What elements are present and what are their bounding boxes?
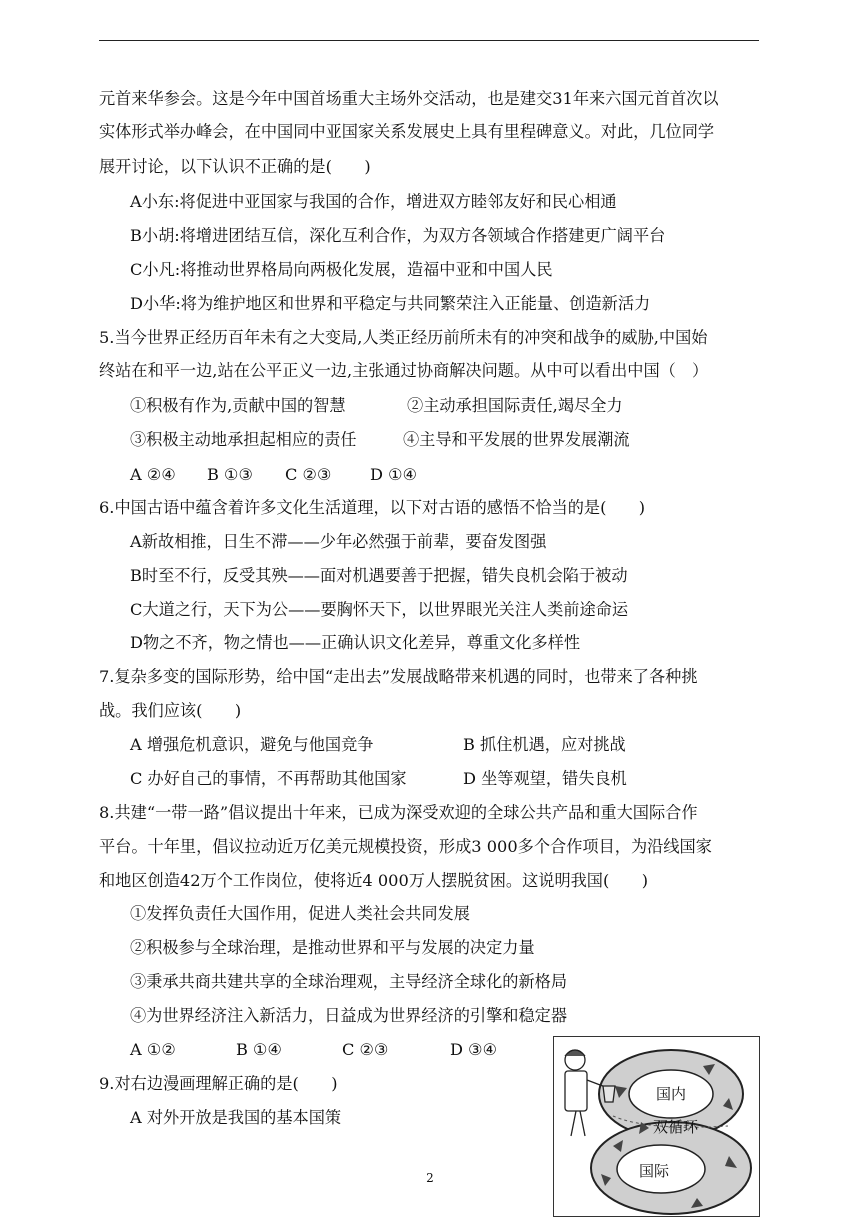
question-8-stem: 8.共建“一带一路”倡议提出十年来，已成为深受欢迎的全球公共产品和重大国际合作 xyxy=(99,803,698,822)
question-7-stem: 战。我们应该( ) xyxy=(99,701,242,720)
question-6-stem: 6.中国古语中蕴含着许多文化生活道理，以下对古语的感悟不恰当的是( ) xyxy=(99,498,646,517)
question-8-stem: 平台。十年里，倡议拉动近万亿美元规模投资，形成3 000多个合作项目，为沿线国家 xyxy=(99,837,712,856)
option-c: C小凡:将推动世界格局向两极化发展，造福中亚和中国人民 xyxy=(130,260,553,279)
statement-4: ④主导和平发展的世界发展潮流 xyxy=(403,430,630,449)
question-5-stem: 终站在和平一边,站在公平正义一边,主张通过协商解决问题。从中可以看出中国（ ） xyxy=(99,361,709,380)
header-rule xyxy=(99,40,759,41)
option-d: D ①④ xyxy=(370,465,418,484)
text-line: 展开讨论，以下认识不正确的是( ) xyxy=(99,157,371,176)
question-7-stem: 7.复杂多变的国际形势，给中国“走出去”发展战略带来机遇的同时，也带来了各种挑 xyxy=(99,667,698,686)
option-a: A ②④ xyxy=(130,465,176,484)
option-c: C大道之行，天下为公——要胸怀天下，以世界眼光关注人类前途命运 xyxy=(130,600,629,619)
label-international: 国际 xyxy=(639,1162,670,1180)
option-d: D 坐等观望，错失良机 xyxy=(463,769,627,788)
statement-2: ②积极参与全球治理，是推动世界和平与发展的决定力量 xyxy=(130,938,535,957)
option-c: C ②③ xyxy=(342,1040,389,1059)
option-a: A 对外开放是我国的基本国策 xyxy=(130,1108,342,1127)
label-domestic: 国内 xyxy=(656,1085,687,1103)
question-8-stem: 和地区创造42万个工作岗位，使将近4 000万人摆脱贫困。这说明我国( ) xyxy=(99,871,649,890)
option-a: A小东:将促进中亚国家与我国的合作，增进双方睦邻友好和民心相通 xyxy=(130,192,617,211)
statement-3: ③秉承共商共建共享的全球治理观，主导经济全球化的新格局 xyxy=(130,972,568,991)
label-dual-circulation: 双循环 xyxy=(653,1118,699,1136)
option-b: B时至不行，反受其殃——面对机遇要善于把握，错失良机会陷于被动 xyxy=(130,566,628,585)
option-a: A ①② xyxy=(130,1040,176,1059)
question-5-stem: 5.当今世界正经历百年未有之大变局,人类正经历前所未有的冲突和战争的威胁,中国始 xyxy=(99,328,708,347)
option-a: A 增强危机意识，避免与他国竞争 xyxy=(130,735,374,754)
statement-2: ②主动承担国际责任,竭尽全力 xyxy=(407,396,623,415)
statement-1: ①发挥负责任大国作用，促进人类社会共同发展 xyxy=(130,904,470,923)
option-d: D ③④ xyxy=(450,1040,498,1059)
text-line: 元首来华参会。这是今年中国首场重大主场外交活动，也是建交31年来六国元首首次以 xyxy=(99,89,719,108)
option-d: D小华:将为维护地区和世界和平稳定与共同繁荣注入正能量、创造新活力 xyxy=(130,294,651,313)
page-number: 2 xyxy=(426,1171,434,1185)
option-b: B ①③ xyxy=(207,465,254,484)
option-b: B ①④ xyxy=(236,1040,283,1059)
option-b: B小胡:将增进团结互信，深化互利合作，为双方各领域合作搭建更广阔平台 xyxy=(130,226,666,245)
question-9-stem: 9.对右边漫画理解正确的是( ) xyxy=(99,1074,338,1093)
text-line: 实体形式举办峰会，在中国同中亚国家关系发展史上具有里程碑意义。对此，几位同学 xyxy=(99,122,715,141)
statement-1: ①积极有作为,贡献中国的智慧 xyxy=(130,396,346,415)
option-c: C ②③ xyxy=(285,465,332,484)
dual-circulation-cartoon xyxy=(553,1036,760,1217)
option-b: B 抓住机遇，应对挑战 xyxy=(463,735,626,754)
option-d: D物之不齐，物之情也——正确认识文化差异，尊重文化多样性 xyxy=(130,633,581,652)
option-c: C 办好自己的事情，不再帮助其他国家 xyxy=(130,769,407,788)
statement-3: ③积极主动地承担起相应的责任 xyxy=(130,430,357,449)
option-a: A新故相推，日生不滞——少年必然强于前辈，要奋发图强 xyxy=(130,532,547,551)
statement-4: ④为世界经济注入新活力，日益成为世界经济的引擎和稳定器 xyxy=(130,1006,568,1025)
